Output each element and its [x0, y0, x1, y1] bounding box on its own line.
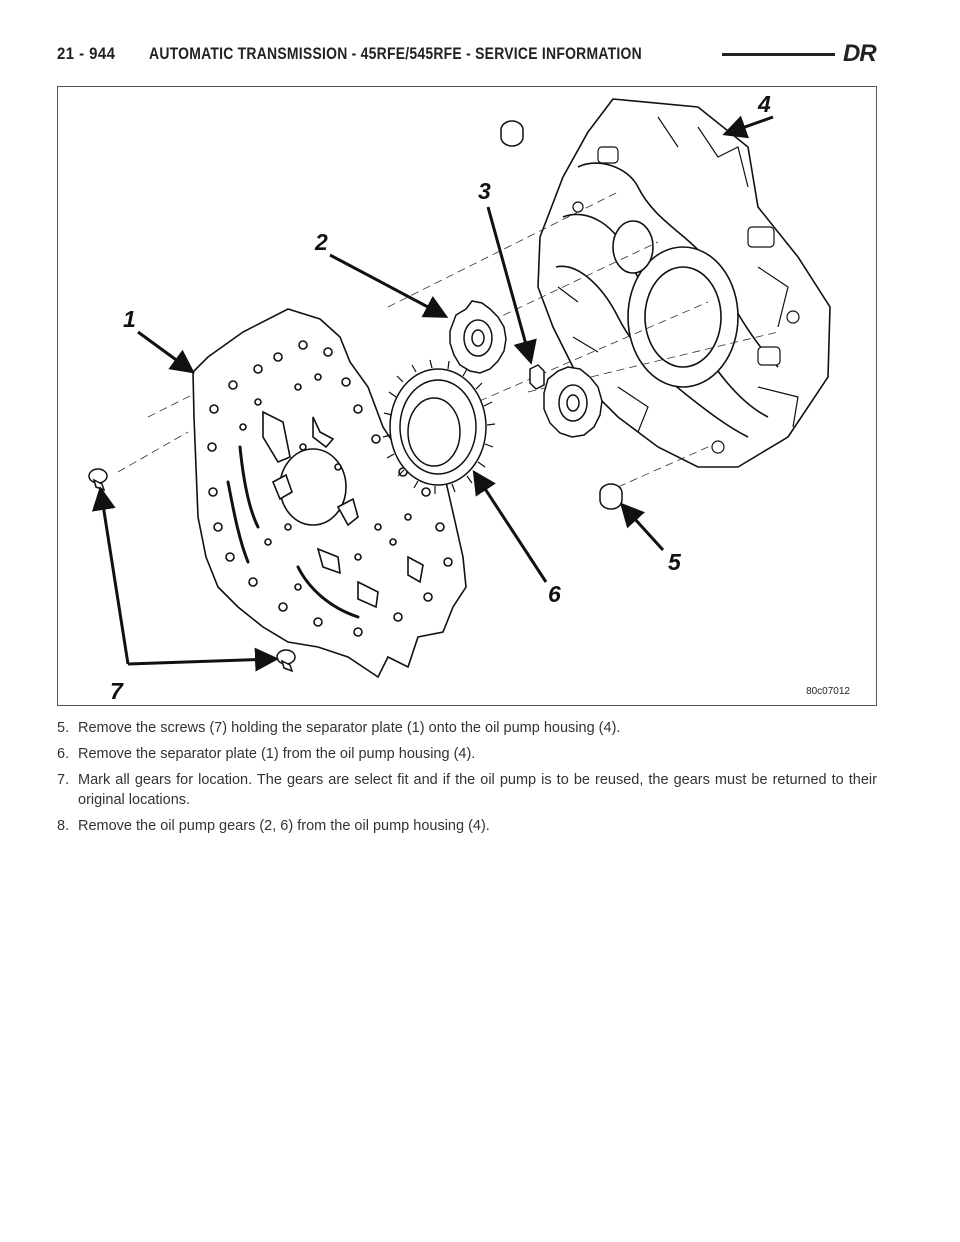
section-title: AUTOMATIC TRANSMISSION - 45RFE/545RFE - SERVICE INFORMATION: [149, 44, 642, 63]
dowel-sleeve-5: [600, 484, 622, 509]
dowel-sleeve-top: [501, 121, 523, 146]
step-number: 8.: [57, 818, 70, 834]
callout-2: 2: [315, 229, 328, 255]
step-number: 5.: [57, 720, 70, 736]
step-text: Mark all gears for location. The gears are select fit and if the oil pump is to be reused, the gears must be returned to their original locations.: [78, 772, 877, 808]
step-text: Remove the oil pump gears (2, 6) from the oil pump housing (4).: [78, 818, 490, 834]
callout-5: 5: [668, 549, 681, 575]
inner-gear: [450, 301, 506, 373]
step-6: [57, 744, 877, 764]
outer-gear: [383, 360, 495, 494]
pin: [530, 365, 544, 389]
step-number: 6.: [57, 746, 70, 762]
callout-1: 1: [123, 306, 136, 332]
dr-logo: DR: [843, 40, 876, 67]
page-number: 21 - 944: [57, 44, 116, 63]
callout-3: 3: [478, 178, 491, 204]
separator-plate: [193, 309, 466, 677]
callout-4: 4: [758, 91, 771, 117]
step-text: Remove the separator plate (1) from the oil pump housing (4).: [78, 746, 476, 762]
step-text: Remove the screws (7) holding the separator plate (1) onto the oil pump housing (4).: [78, 720, 621, 736]
figure-id: 80c07012: [806, 686, 850, 697]
page-header: [57, 38, 877, 68]
step-5: [57, 718, 877, 738]
screw-upper: [89, 469, 107, 490]
step-7: [57, 770, 877, 810]
exploded-view-drawing: [58, 87, 878, 707]
procedure-steps: [57, 718, 877, 842]
step-number: 7.: [57, 772, 70, 788]
callout-7: 7: [110, 678, 123, 704]
screw-lower: [277, 650, 295, 671]
exploded-view-figure: [57, 86, 877, 706]
callout-6: 6: [548, 581, 561, 607]
step-8: [57, 816, 877, 836]
header-rule: [722, 53, 835, 56]
